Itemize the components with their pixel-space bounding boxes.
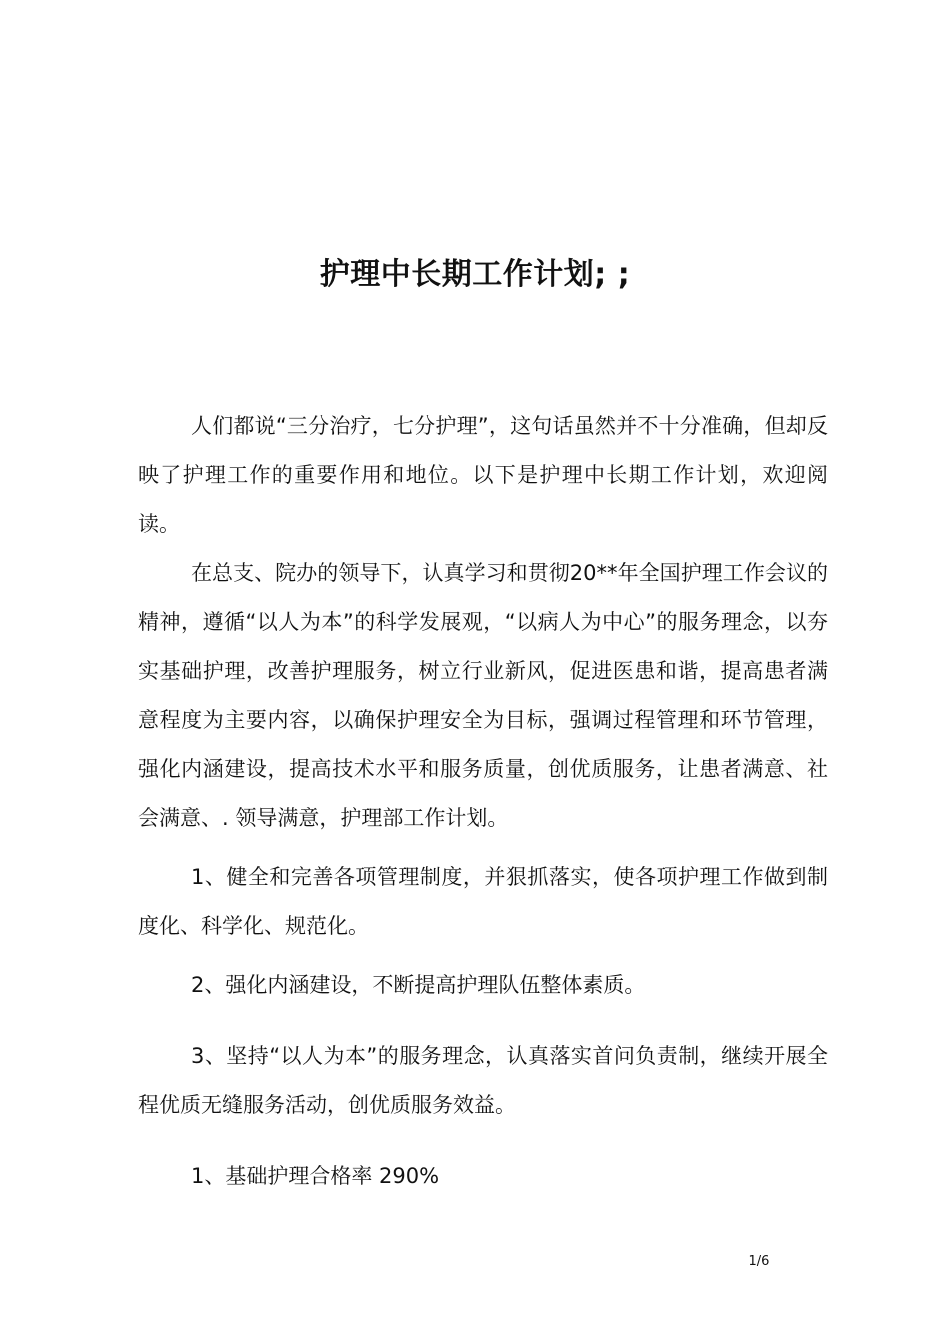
document-body (138, 402, 828, 1201)
list-item-2: 2、强化内涵建设，不断提高护理队伍整体素质。 (191, 973, 646, 997)
list-item-3: 3、坚持“以人为本”的服务理念，认真落实首问负责制，继续开展全程优质无缝服务活动，创优质服务效益。 (138, 1044, 828, 1117)
page-number: 1/6 (748, 1254, 770, 1269)
document-title: 护理中长期工作计划; ; (319, 257, 631, 292)
paragraph-guidance: 在总支、院办的领导下，认真学习和贯彻20**年全国护理工作会议的精神，遵循“以人为本”的科学发展观，“以病人为中心”的服务理念，以夯实基础护理，改善护理服务，树立行业新风，促进医患和谐，提高患者满意程度为主要内容，以确保护理安全为目标，强调过程管理和环节管理，强化内涵建设，提高技术水平和服务质量，创优质服务，让患者满意、社会满意、. 领导满意，护理部工作计划。 (138, 561, 828, 830)
list-item-1: 1、健全和完善各项管理制度，并狠抓落实，使各项护理工作做到制度化、科学化、规范化。 (138, 865, 828, 938)
paragraph-intro: 人们都说“三分治疗，七分护理”，这句话虽然并不十分准确，但却反映了护理工作的重要作用和地位。以下是护理中长期工作计划，欢迎阅读。 (138, 414, 828, 536)
target-item-1: 1、基础护理合格率 290% (191, 1164, 440, 1188)
